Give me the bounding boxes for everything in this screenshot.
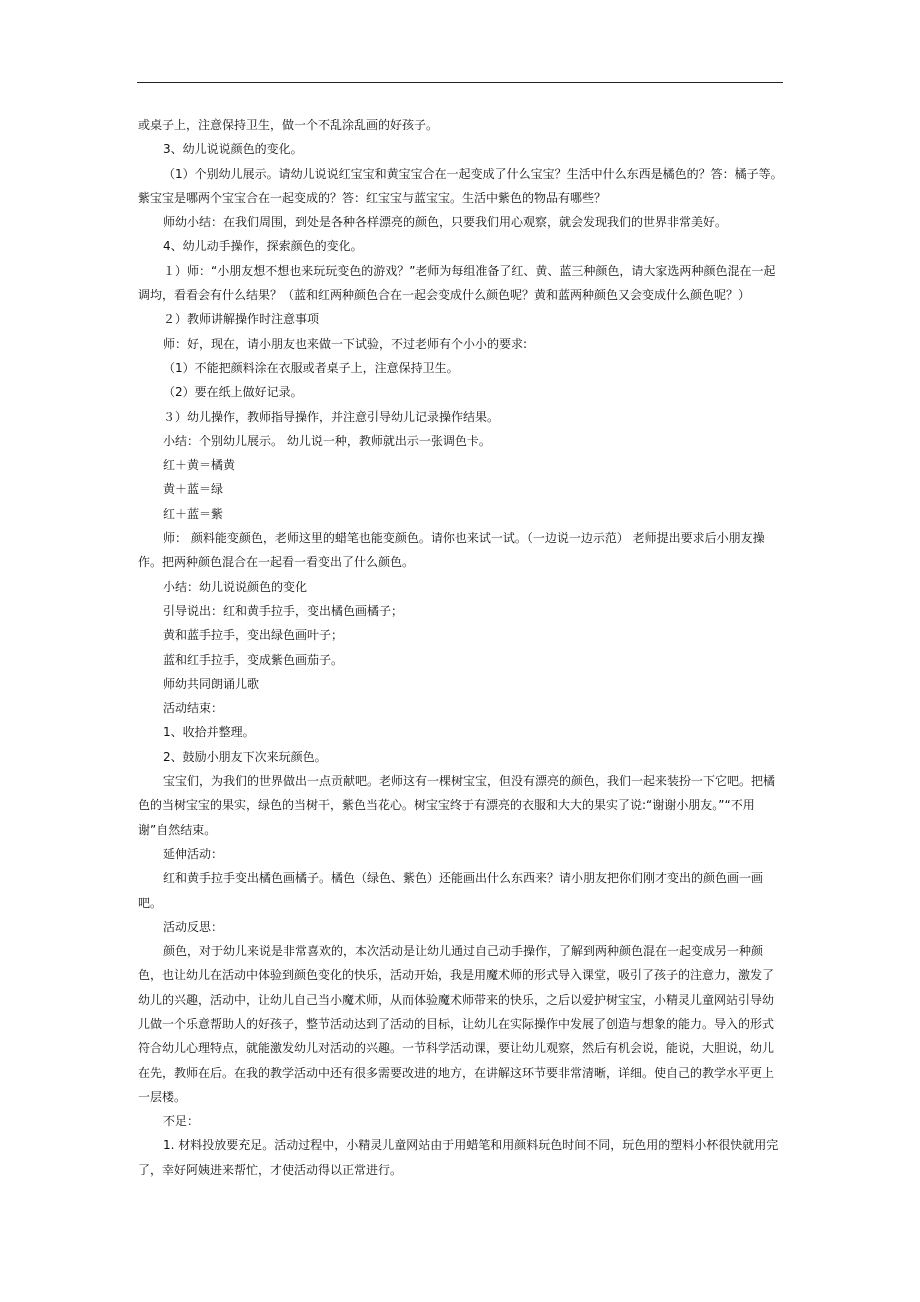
paragraph: ２）教师讲解操作时注意事项 [163, 312, 320, 327]
paragraph: 1、收拾并整理。 [163, 725, 255, 740]
paragraph: 红＋黄＝橘黄 [163, 458, 236, 473]
paragraph: 红＋蓝＝紫 [163, 506, 224, 521]
paragraph: 或桌子上，注意保持卫生，做一个不乱涂乱画的好孩子。 [138, 118, 439, 132]
paragraph: 1. 材料投放要充足。活动过程中，小精灵儿童网站由于用蜡笔和用颜料玩色时间不同，玩色用的塑料小杯很快就用完了，幸好阿姨进来帮忙，才使活动得以正常进行。 [138, 1138, 779, 1177]
paragraph: 宝宝们，为我们的世界做出一点贡献吧。老师这有一棵树宝宝，但没有漂亮的颜色，我们一起来装扮一下它吧。把橘色的当树宝宝的果实，绿色的当树干，紫色当花心。树宝宝终于有漂亮的衣服和大大的果实了说:“谢谢小朋友。”“不用谢”自然结束。 [138, 774, 776, 837]
paragraph: 延伸活动： [163, 846, 224, 861]
paragraph: ３）幼儿操作，教师指导操作，并注意引导幼儿记录操作结果。 [163, 409, 500, 424]
paragraph: 红和黄手拉手变出橘色画橘子。橘色（绿色、紫色）还能画出什么东西来？请小朋友把你们刚才变出的颜色画一画吧。 [138, 871, 764, 910]
paragraph: 2、鼓励小朋友下次来玩颜色。 [163, 749, 327, 764]
paragraph: 3、幼儿说说颜色的变化。 [163, 142, 303, 157]
paragraph: 4、幼儿动手操作，探索颜色的变化。 [163, 239, 363, 254]
paragraph: （1）不能把颜料涂在衣服或者桌子上，注意保持卫生。 [163, 360, 459, 375]
paragraph: 小结：幼儿说说颜色的变化 [163, 579, 308, 594]
paragraph: 师： 颜料能变颜色，老师这里的蜡笔也能变颜色。请你也来试一试。（一边说一边示范） 老师提出要求后小朋友操作。把两种颜色混合在一起看一看变出了什么颜色。 [138, 531, 765, 570]
paragraph: 小结：个别幼儿展示。 幼儿说一种，教师就出示一张调色卡。 [163, 433, 491, 448]
paragraph: 黄和蓝手拉手，变出绿色画叶子； [163, 628, 344, 643]
paragraph: （2）要在纸上做好记录。 [163, 385, 303, 400]
paragraph: 师幼小结：在我们周围，到处是各种各样漂亮的颜色，只要我们用心观察，就会发现我们的世界非常美好。 [163, 215, 728, 230]
paragraph: 师：好，现在，请小朋友也来做一下试验，不过老师有个小小的要求: [163, 336, 528, 351]
paragraph: （1）个别幼儿展示。请幼儿说说红宝宝和黄宝宝合在一起变成了什么宝宝？生活中什么东西是橘色的？答：橘子等。紫宝宝是哪两个宝宝合在一起变成的？答：红宝宝与蓝宝宝。生活中紫色的物品有哪些？ [138, 166, 783, 205]
paragraph: 黄＋蓝＝绿 [163, 482, 224, 497]
paragraph: 师幼共同朗诵儿歌 [163, 676, 260, 691]
paragraph: 活动结束： [163, 701, 224, 716]
paragraph: １）师：“小朋友想不想也来玩玩变色的游戏？”老师为每组准备了红、黄、蓝三种颜色，请大家选两种颜色混在一起调均，看看会有什么结果？（蓝和红两种颜色合在一起会变成什么颜色呢？黄和蓝两种颜色又会变成什么颜色呢？） [138, 263, 776, 303]
paragraph: 不足： [163, 1114, 200, 1129]
document-body [138, 113, 784, 1182]
header-rule [137, 82, 783, 83]
paragraph: 引导说出：红和黄手拉手，变出橘色画橘子； [163, 603, 404, 618]
paragraph: 颜色，对于幼儿来说是非常喜欢的，本次活动是让幼儿通过自己动手操作，了解到两种颜色混在一起变成另一种颜色，也让幼儿在活动中体验到颜色变化的快乐，活动开始，我是用魔术师的形式导入课堂，吸引了孩子的注意力，激发了幼儿的兴趣，活动中，让幼儿自己当小魔术师，从而体验魔术师带来的快乐，之后以爱护树宝宝，小精灵儿童网站引导幼儿做一个乐意帮助人的好孩子，整节活动达到了活动的目标，让幼儿在实际操作中发展了创造与想象的能力。导入的形式符合幼儿心理特点，就能激发幼儿对活动的兴趣。一节科学活动课，要让幼儿观察，然后有机会说，能说，大胆说，幼儿在先，教师在后。在我的教学活动中还有很多需要改进的地方，在讲解这环节要非常清晰，详细。使自己的教学水平更上一层楼。 [138, 944, 775, 1104]
paragraph: 蓝和红手拉手，变成紫色画茄子。 [163, 652, 344, 667]
paragraph: 活动反思： [163, 919, 224, 934]
